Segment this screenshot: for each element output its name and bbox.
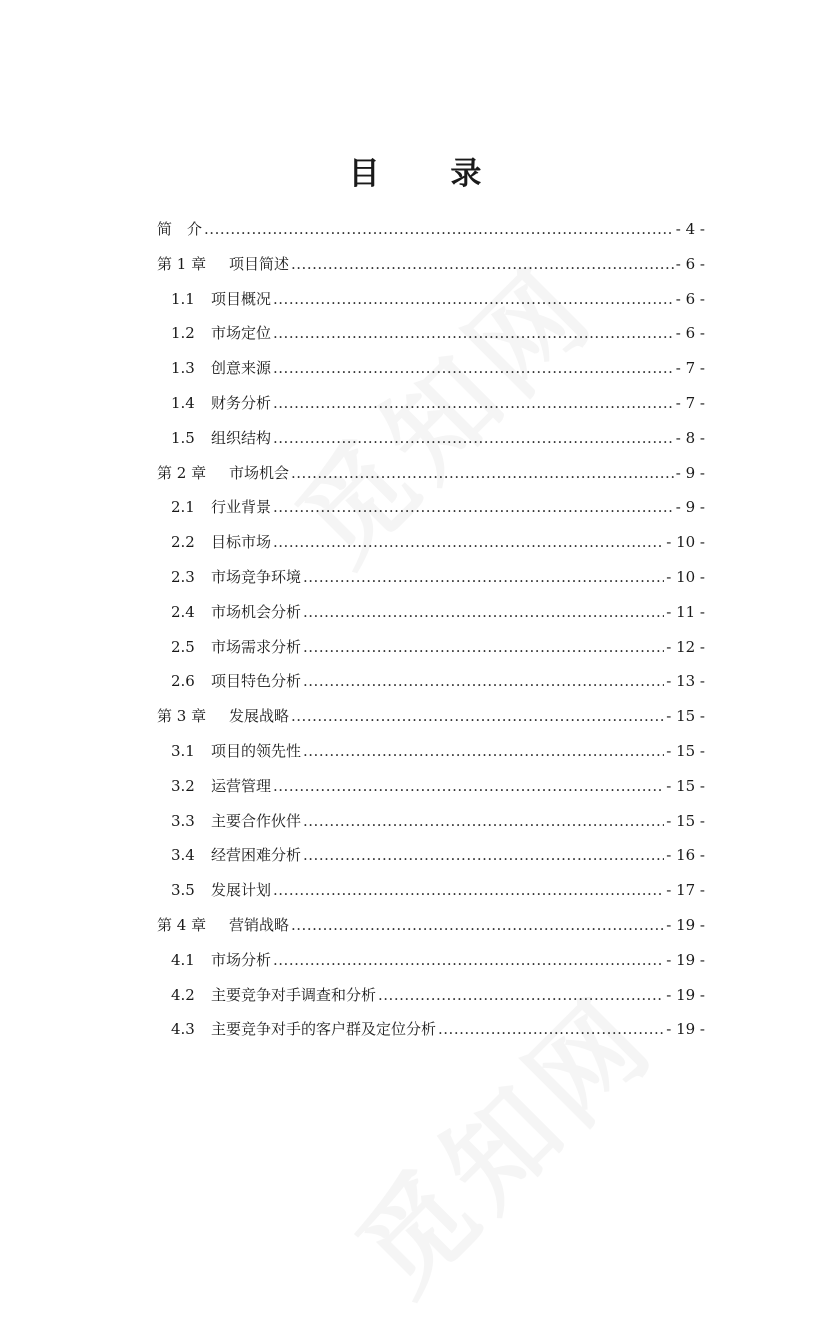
- toc-dot-leader: [273, 490, 674, 525]
- toc-chapter-entry[interactable]: [157, 699, 705, 734]
- toc-page-number: - 7 -: [675, 393, 705, 412]
- toc-entry-number: 4.1: [171, 950, 195, 969]
- toc-entry-number: 2.5: [171, 637, 195, 656]
- toc-entry-label: 主要竞争对手的客户群及定位分析: [211, 1020, 437, 1039]
- toc-entry-number: 1.4: [171, 393, 195, 412]
- toc-section-entry[interactable]: [157, 838, 705, 873]
- toc-dot-leader: [273, 316, 674, 351]
- toc-entry-label: 经营困难分析: [211, 846, 302, 865]
- toc-dot-leader: [291, 699, 664, 734]
- toc-entry-number: 3.4: [171, 846, 195, 865]
- toc-page-number: - 9 -: [675, 498, 705, 517]
- toc-chapter-entry[interactable]: [157, 247, 705, 282]
- toc-page-number: - 15 -: [666, 776, 705, 795]
- toc-page-number: - 6 -: [675, 324, 705, 343]
- toc-dot-leader: [303, 664, 664, 699]
- toc-section-entry[interactable]: [157, 421, 705, 456]
- toc-entry-number: 3.5: [171, 881, 195, 900]
- toc-entry-number: 第 3 章: [157, 707, 207, 726]
- toc-chapter-entry[interactable]: [157, 212, 705, 247]
- toc-chapter-entry[interactable]: [157, 908, 705, 943]
- toc-dot-leader: [273, 873, 664, 908]
- toc-entry-label: 项目的领先性: [211, 741, 302, 760]
- toc-entry-label: 市场机会分析: [211, 602, 302, 621]
- toc-entry-label: 介: [187, 220, 203, 238]
- toc-entry-number: 1.5: [171, 428, 195, 447]
- toc-page-number: - 7 -: [675, 359, 705, 378]
- toc-section-entry[interactable]: [157, 1012, 705, 1047]
- toc-entry-label: 目标市场: [211, 533, 272, 552]
- toc-page-number: - 8 -: [675, 428, 705, 447]
- toc-page-number: - 4 -: [675, 220, 705, 238]
- toc-section-entry[interactable]: [157, 386, 705, 421]
- toc-dot-leader: [303, 804, 664, 839]
- toc-section-entry[interactable]: [157, 316, 705, 351]
- toc-entry-label: 运营管理: [211, 776, 272, 795]
- toc-entry-number: 4.2: [171, 985, 195, 1004]
- toc-entry-number: 第 1 章: [157, 254, 207, 273]
- toc-page-number: - 15 -: [666, 707, 705, 726]
- toc-section-entry[interactable]: [157, 664, 705, 699]
- toc-entry-label: 行业背景: [211, 498, 272, 517]
- toc-entry-number: 4.3: [171, 1020, 195, 1039]
- toc-dot-leader: [291, 247, 674, 282]
- toc-page-number: - 10 -: [666, 533, 705, 552]
- toc-section-entry[interactable]: [157, 943, 705, 978]
- toc-section-entry[interactable]: [157, 490, 705, 525]
- toc-dot-leader: [303, 630, 664, 665]
- toc-page-number: - 19 -: [666, 1020, 705, 1039]
- toc-entry-label: 项目特色分析: [211, 672, 302, 691]
- toc-entry-label: 发展战略: [229, 707, 290, 726]
- toc-entry-label: 主要竞争对手调查和分析: [211, 985, 377, 1004]
- toc-entry-label: 项目概况: [211, 289, 272, 308]
- toc-dot-leader: [303, 560, 664, 595]
- toc-section-entry[interactable]: [157, 630, 705, 665]
- toc-dot-leader: [273, 421, 674, 456]
- toc-entry-label: 市场需求分析: [211, 637, 302, 656]
- toc-entry-number: 3.3: [171, 811, 195, 830]
- toc-section-entry[interactable]: [157, 282, 705, 317]
- toc-entry-label: 市场分析: [211, 950, 272, 969]
- toc-entry-number: 2.3: [171, 567, 195, 586]
- toc-entry-number: 2.4: [171, 602, 195, 621]
- toc-entry-number: 2.6: [171, 672, 195, 691]
- toc-entry-number: 第 2 章: [157, 463, 207, 482]
- toc-page-number: - 13 -: [666, 672, 705, 691]
- toc-entry-label: 市场竞争环境: [211, 567, 302, 586]
- toc-section-entry[interactable]: [157, 873, 705, 908]
- toc-entry-number: 3.2: [171, 776, 195, 795]
- toc-entry-number: 1.1: [171, 289, 195, 308]
- toc-section-entry[interactable]: [157, 978, 705, 1013]
- toc-dot-leader: [303, 595, 664, 630]
- toc-page-number: - 15 -: [666, 811, 705, 830]
- toc-dot-leader: [291, 908, 664, 943]
- toc-entry-number: 1.3: [171, 359, 195, 378]
- toc-dot-leader: [273, 351, 674, 386]
- toc-dot-leader: [273, 282, 674, 317]
- toc-entry-number: 1.2: [171, 324, 195, 343]
- toc-dot-leader: [273, 525, 664, 560]
- toc-entry-label: 发展计划: [211, 881, 272, 900]
- toc-page-number: - 10 -: [666, 567, 705, 586]
- toc-entry-number: 简: [157, 220, 188, 238]
- toc-dot-leader: [378, 978, 664, 1013]
- toc-entry-label: 项目简述: [229, 254, 290, 273]
- toc-dot-leader: [204, 212, 674, 247]
- table-of-contents: [157, 212, 705, 1047]
- toc-page-number: - 16 -: [666, 846, 705, 865]
- toc-page-number: - 12 -: [666, 637, 705, 656]
- toc-entry-label: 市场机会: [229, 463, 290, 482]
- toc-entry-number: 3.1: [171, 741, 195, 760]
- toc-page-number: - 19 -: [666, 985, 705, 1004]
- toc-entry-label: 主要合作伙伴: [211, 811, 302, 830]
- toc-page-number: - 6 -: [675, 289, 705, 308]
- toc-section-entry[interactable]: [157, 525, 705, 560]
- toc-entry-number: 第 4 章: [157, 915, 207, 934]
- toc-entry-label: 组织结构: [211, 428, 272, 447]
- toc-dot-leader: [273, 769, 664, 804]
- page-title: 目 录: [348, 156, 512, 192]
- toc-section-entry[interactable]: [157, 351, 705, 386]
- toc-entry-label: 财务分析: [211, 393, 272, 412]
- toc-section-entry[interactable]: [157, 769, 705, 804]
- toc-page-number: - 19 -: [666, 915, 705, 934]
- toc-dot-leader: [291, 456, 674, 491]
- toc-entry-number: 2.1: [171, 498, 195, 517]
- toc-section-entry[interactable]: [157, 595, 705, 630]
- toc-page-number: - 17 -: [666, 881, 705, 900]
- toc-dot-leader: [273, 386, 674, 421]
- toc-chapter-entry[interactable]: [157, 456, 705, 491]
- toc-page-number: - 15 -: [666, 741, 705, 760]
- toc-page-number: - 9 -: [675, 463, 705, 482]
- toc-entry-label: 创意来源: [211, 359, 272, 378]
- toc-dot-leader: [303, 838, 664, 873]
- toc-section-entry[interactable]: [157, 804, 705, 839]
- toc-dot-leader: [273, 943, 664, 978]
- toc-entry-label: 市场定位: [211, 324, 272, 343]
- toc-dot-leader: [303, 734, 664, 769]
- toc-section-entry[interactable]: [157, 734, 705, 769]
- toc-section-entry[interactable]: [157, 560, 705, 595]
- toc-page-number: - 6 -: [675, 254, 705, 273]
- toc-dot-leader: [438, 1012, 664, 1047]
- toc-page-number: - 11 -: [666, 602, 705, 621]
- toc-page-number: - 19 -: [666, 950, 705, 969]
- toc-entry-label: 营销战略: [229, 915, 290, 934]
- toc-entry-number: 2.2: [171, 533, 195, 552]
